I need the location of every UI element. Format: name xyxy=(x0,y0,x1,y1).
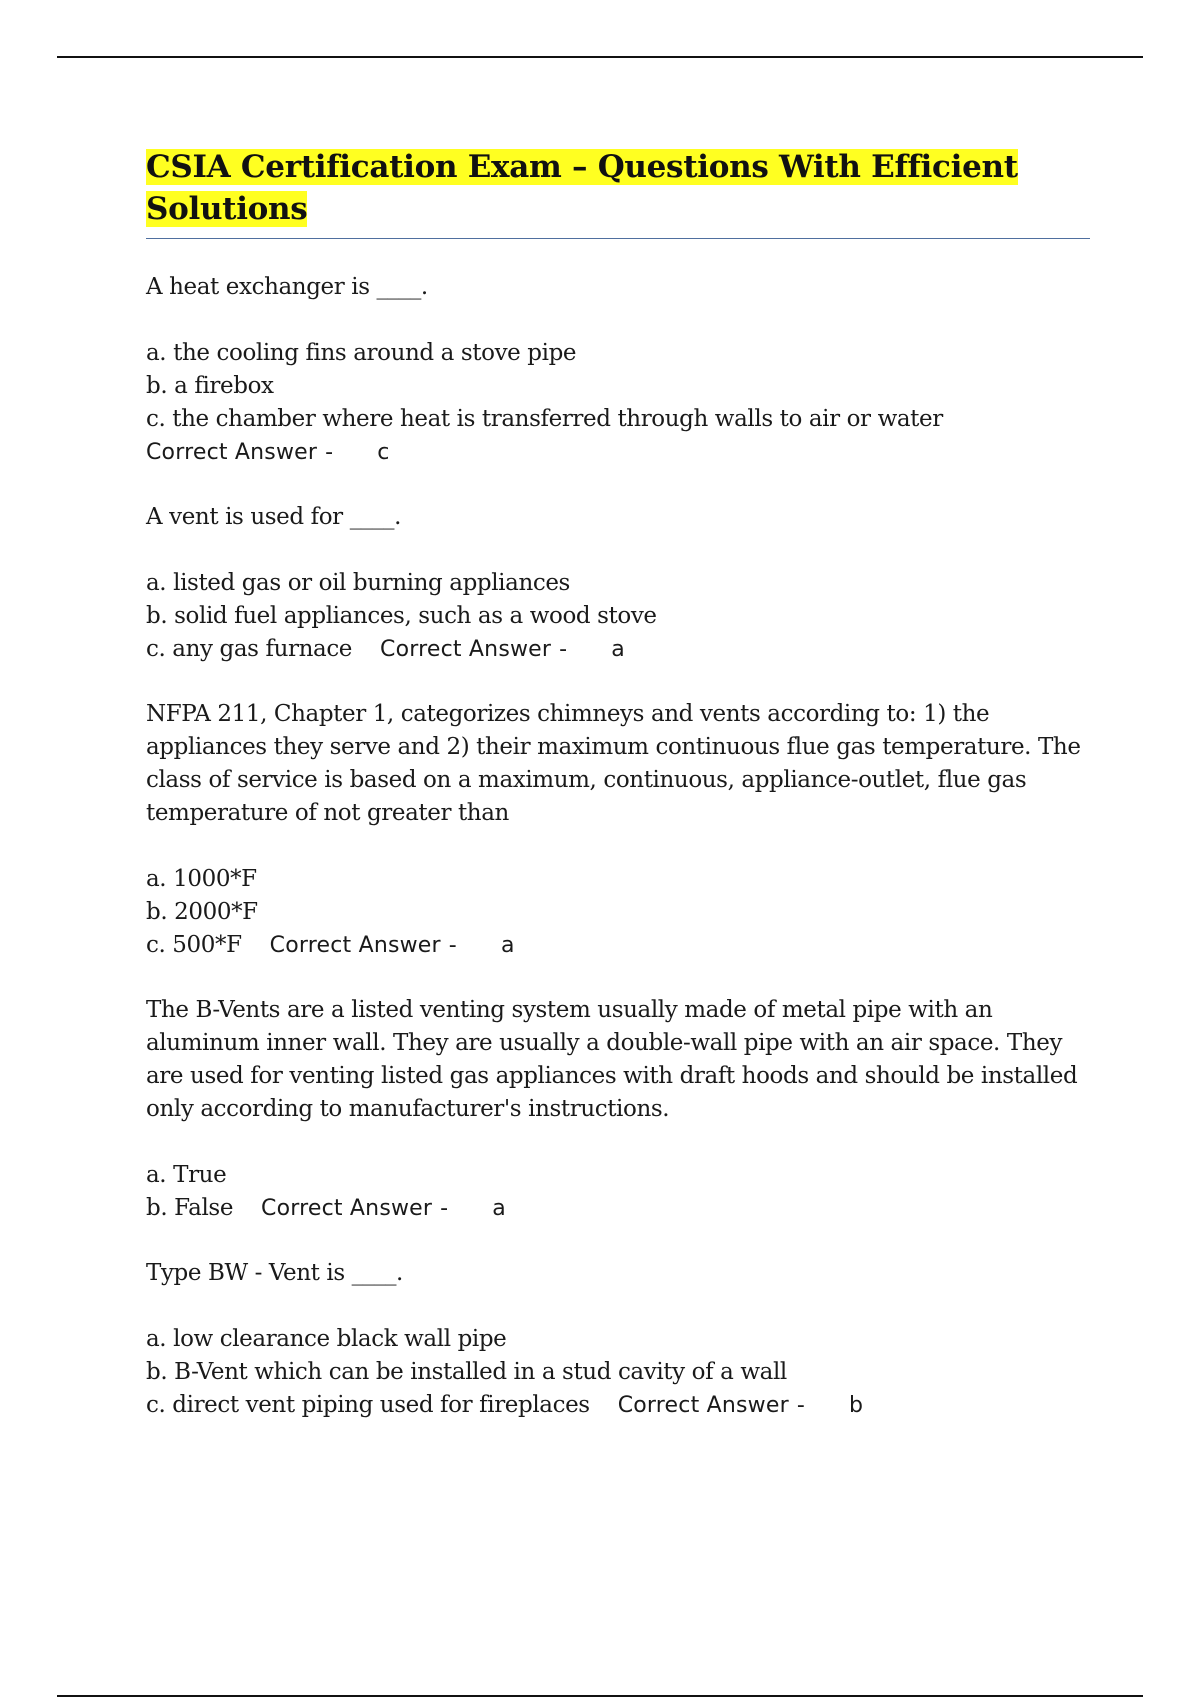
options-list xyxy=(146,567,1090,666)
answer-value: a xyxy=(492,1196,506,1221)
option-row xyxy=(146,1389,1090,1422)
option-item: a. low clearance black wall pipe xyxy=(146,1326,507,1352)
page-title: CSIA Certification Exam – Questions With Efficient Solutions xyxy=(146,149,1018,227)
option-item: c. the chamber where heat is transferred through walls to air or water xyxy=(146,406,943,432)
correct-answer xyxy=(146,436,1090,469)
correct-answer xyxy=(270,933,515,958)
title-block xyxy=(146,146,1090,239)
question-block xyxy=(146,1257,1090,1422)
answer-separator: - xyxy=(325,440,334,465)
option-item: a. the cooling fins around a stove pipe xyxy=(146,340,577,366)
options-list xyxy=(146,863,1090,962)
answer-label: Correct Answer xyxy=(146,440,318,465)
correct-answer xyxy=(380,637,625,662)
answer-label: Correct Answer xyxy=(617,1393,789,1418)
question-text: A heat exchanger is ____. xyxy=(146,274,428,300)
answer-separator: - xyxy=(448,933,457,958)
option-item: c. direct vent piping used for fireplaces xyxy=(146,1392,590,1418)
option-item: b. a firebox xyxy=(146,373,274,399)
options-list xyxy=(146,337,1090,469)
answer-label: Correct Answer xyxy=(380,637,552,662)
answer-label: Correct Answer xyxy=(261,1196,433,1221)
options-list xyxy=(146,1323,1090,1422)
option-row xyxy=(146,929,1090,962)
question-block xyxy=(146,994,1090,1225)
option-item: b. False xyxy=(146,1195,234,1221)
options-list xyxy=(146,1159,1090,1225)
document-body xyxy=(146,146,1090,1422)
answer-separator: - xyxy=(559,637,568,662)
question-text: NFPA 211, Chapter 1, categorizes chimneys and vents according to: 1) the appliances they serve and 2) their maximum continuous flue gas temperature. The class of service is based on a maximum, continuous, appliance-outlet, flue gas temperature of not greater than xyxy=(146,701,1081,826)
option-item: b. B-Vent which can be installed in a stud cavity of a wall xyxy=(146,1359,787,1385)
correct-answer xyxy=(261,1196,506,1221)
option-item: b. 2000*F xyxy=(146,899,258,925)
option-item: c. any gas furnace xyxy=(146,636,353,662)
option-item: a. True xyxy=(146,1162,227,1188)
option-row xyxy=(146,1192,1090,1225)
answer-value: b xyxy=(848,1393,864,1418)
option-item: a. 1000*F xyxy=(146,866,257,892)
answer-label: Correct Answer xyxy=(269,933,441,958)
header-rule xyxy=(57,56,1143,58)
option-item: a. listed gas or oil burning appliances xyxy=(146,570,570,596)
question-text: Type BW - Vent is ____. xyxy=(146,1260,403,1286)
question-block xyxy=(146,698,1090,962)
question-text: A vent is used for ____. xyxy=(146,504,402,530)
option-item: c. 500*F xyxy=(146,932,242,958)
question-block xyxy=(146,271,1090,469)
option-item: b. solid fuel appliances, such as a wood stove xyxy=(146,603,657,629)
question-block xyxy=(146,501,1090,666)
answer-value: c xyxy=(377,440,390,465)
answer-separator: - xyxy=(440,1196,449,1221)
answer-separator: - xyxy=(796,1393,805,1418)
option-row xyxy=(146,633,1090,666)
answer-value: a xyxy=(500,933,515,958)
question-text: The B-Vents are a listed venting system usually made of metal pipe with an aluminum inner wall. They are usually a double-wall pipe with an air space. They are used for venting listed gas appliances with draft hoods and should be installed only according to manufacturer's instructions. xyxy=(146,997,1078,1122)
answer-value: a xyxy=(611,637,625,662)
footer-rule xyxy=(57,1695,1143,1697)
correct-answer xyxy=(618,1393,863,1418)
